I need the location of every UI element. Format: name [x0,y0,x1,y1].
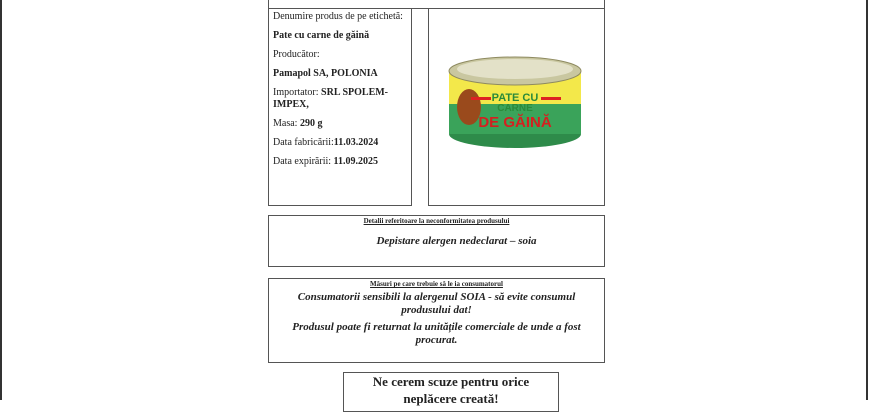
can-text-2: CARNE [497,103,533,114]
apology-box [343,372,559,412]
page-edge-right [866,0,868,400]
manufacture-label: Data fabricării: [273,137,334,148]
page-edge-left [0,0,2,400]
measures-header: Măsuri pe care trebuie să le ia consumatorul [370,280,503,288]
measures-text-2: Produsul poate fi returnat la unitățile comerciale de unde a fost procurat. [292,321,581,346]
product-name: Pate cu carne de găină [273,30,370,41]
measures-text-1: Consumatorii sensibili la alergenul SOIA - să evite consumul produsului dat! [297,291,576,316]
importer-label: Importator: [273,87,319,98]
measures-box [268,278,605,363]
name-label: Denumire produs de pe etichetă: [273,11,403,22]
nonconformity-header: Detalii referitoare la neconformitatea produsului [363,217,510,225]
can-text-1: PATE CU [491,92,539,104]
nonconformity-text: Depistare alergen nedeclarat – soia [376,235,537,247]
mass-label: Masa: [273,118,298,129]
manufacture-date: 11.03.2024 [333,137,379,148]
can-text-3: DE GĂINĂ [478,114,552,131]
apology-text: Ne cerem scuze pentru orice neplăcere creată! [372,374,530,406]
nonconformity-box [268,215,605,267]
expiry-label: Data expirării: [273,156,332,167]
mass: 290 g [299,118,323,129]
expiry-date: 11.09.2025 [333,156,378,167]
importer: SRL SPOLEM-IMPEX, [273,87,389,110]
producer: Pamapol SA, POLONIA [273,68,378,79]
product-info-cell [268,8,412,206]
product-can-image [429,9,604,205]
producer-label: Producător: [273,49,320,60]
product-image-cell [428,8,605,206]
